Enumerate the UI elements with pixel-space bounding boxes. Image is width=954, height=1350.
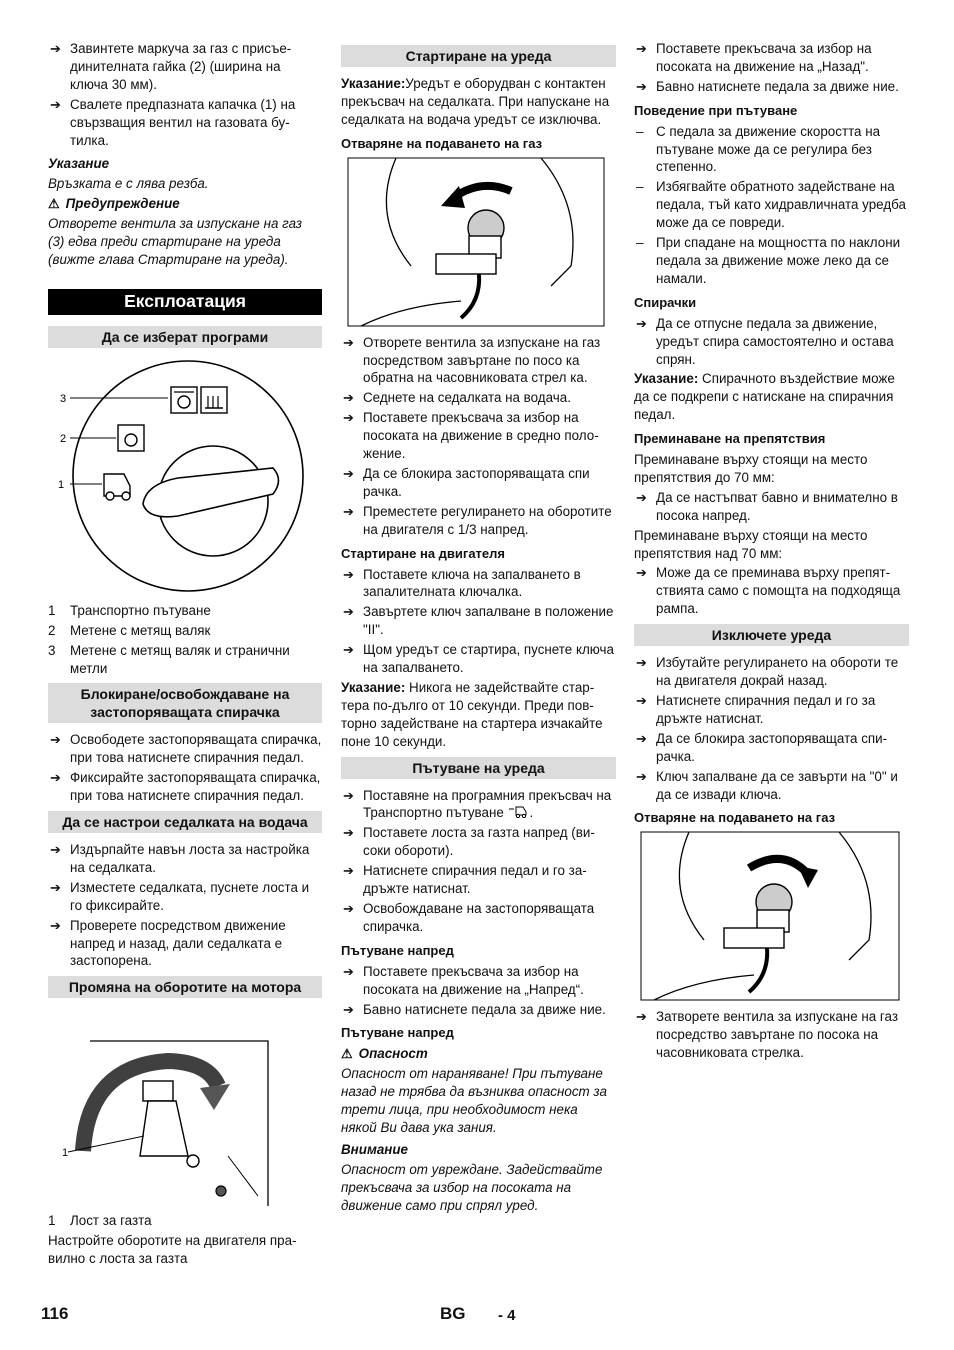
- step-item: ➔ Избутайте регулирането на обороти те на двигателя докрай назад.: [634, 654, 909, 690]
- step-item: ➔ Поставяне на програмния прекъсвач на Транспортно пътуване .: [341, 787, 616, 823]
- gas-valve-open-figure: [341, 156, 616, 328]
- program-selector-figure: [48, 356, 322, 596]
- start-note: Указание:Уредът е оборудван с контактен прекъсвач на седалката. При напускане на седалката на водача уредът се изключва.: [341, 76, 610, 127]
- main-heading: Експлоатация: [48, 289, 322, 315]
- start-heading: Стартиране на уреда: [341, 45, 616, 67]
- engine-heading: Стартиране на двигателя: [341, 545, 505, 561]
- step-item: ➔ Натиснете спирачния педал и го задръжте натиснат.: [341, 862, 616, 898]
- warning-heading: [48, 195, 322, 213]
- note-text: Връзката е с лява резба.: [48, 176, 209, 192]
- note-label: Указание: [48, 156, 110, 172]
- danger-icon: ⚠: [341, 1046, 353, 1062]
- gas-valve-close-figure: [634, 830, 909, 1002]
- list-item: 1 Лост за газта: [48, 1213, 152, 1229]
- transport-drive-icon: [508, 806, 530, 818]
- forward-heading: Пътуване напред: [341, 942, 454, 958]
- step-item: ➔ Фиксирайте застопоряващата спирачка, при това натиснете спирачния педал.: [48, 769, 322, 805]
- list-item: – При спадане на мощността по наклони педала за движение може леко да се намали.: [634, 234, 909, 288]
- obstacle-text: Преминаване върху стоящи на место препятствия над 70 мм:: [634, 527, 868, 561]
- rpm-heading: Промяна на оборотите на мотора: [48, 976, 322, 998]
- step-item: ➔ Завинтете маркуча за газ с присъединителната гайка (2) (ширина на ключа 30 мм).: [48, 40, 322, 94]
- step-item: ➔ Отворете вентила за изпускане на газ посредством завъртане по посо ка обратна на часовниковата стрел ка.: [341, 334, 616, 388]
- warning-label: Предупреждение: [65, 196, 180, 212]
- forward2-heading: Пътуване напред: [341, 1025, 454, 1041]
- programs-heading: Да се изберат програми: [48, 326, 322, 348]
- callout-label: 1: [62, 1147, 69, 1160]
- step-item: ➔ Бавно натиснете педала за движе ние.: [634, 78, 909, 96]
- step-item: ➔ Да се настъпват бавно и внимателно в посока напред.: [634, 489, 909, 525]
- list-item: 3 Метене с метящ валяк и странични метли: [48, 642, 290, 676]
- list-item: – Избягвайте обратното задействане на педала, тъй като хидравличната уредба може да се повреди.: [634, 178, 909, 232]
- step-item: ➔ Да се отпусне педала за движение, уредът спира самостоятелно и остава спрян.: [634, 315, 909, 369]
- step-item: ➔ Проверете посредством движение напред и назад, дали седалката е застопорена.: [48, 917, 322, 971]
- rpm-text: Настройте оборотите на двигателя правилно с лоста за газта: [48, 1233, 297, 1267]
- drive-heading: Пътуване на уреда: [341, 757, 616, 779]
- behavior-heading: Поведение при пътуване: [634, 102, 798, 118]
- step-item: ➔ Поставете ключа на запалването в запалителната ключалка.: [341, 566, 616, 602]
- step-item: ➔ Издърпайте навън лоста за настройка на седалката.: [48, 841, 322, 877]
- brakes-heading: Спирачки: [634, 294, 697, 310]
- engine-note: Указание: Никога не задействайте стартера по-дълго от 10 секунди. Преди повторно задействане на стартера изчакайте поне 10 секунди.: [341, 679, 603, 749]
- step-item: ➔ Завъртете ключ запалване в положение "II".: [341, 603, 616, 639]
- caution-text: Опасност от увреждане. Задействайте прекъсвача за избор на посоката на движение само при спрял уред.: [341, 1161, 603, 1213]
- callout-label: 1: [58, 478, 65, 491]
- step-item: ➔ Затворете вентила за изпускане на газ посредство завъртане по посока на часовниковата стрелка.: [634, 1008, 909, 1062]
- caution-label: Внимание: [341, 1141, 409, 1157]
- column-right: [634, 40, 909, 1064]
- step-item: ➔ Ключ запалване да се завърти на "0" и да се извади ключа.: [634, 768, 909, 804]
- step-item: ➔ Да се блокира застопоряващата спирачка.: [634, 730, 909, 766]
- seat-heading: Да се настрои седалката на водача: [48, 811, 322, 833]
- obstacle-text: Преминаване върху стоящи на место препятствия до 70 мм:: [634, 452, 868, 485]
- step-item: ➔ Освобождаване на застопоряващата спирачка.: [341, 900, 616, 936]
- danger-text: Опасност от нараняване! При пътуване назад не трябва да възниква опасност за трети лица, при необходимост нека някой Ви дава ука зания.: [341, 1066, 607, 1135]
- step-item: ➔ Щом уредът се стартира, пуснете ключа на запалването.: [341, 641, 616, 677]
- step-item: ➔ Изместете седалката, пуснете лоста и го фиксирайте.: [48, 879, 322, 915]
- warning-icon: ⚠: [48, 196, 60, 212]
- language-code: BG: [440, 1304, 466, 1323]
- step-item: ➔ Преместете регулирането на оборотите на двигателя с 1/3 напред.: [341, 503, 616, 539]
- page-number: 116: [41, 1304, 69, 1323]
- gas-open-heading: Отваряне на подаването на газ: [341, 135, 543, 151]
- step-item: ➔ Да се блокира застопоряващата спи рачка.: [341, 465, 616, 501]
- list-item: 2 Метене с метящ валяк: [48, 622, 211, 638]
- list-item: – С педала за движение скоростта на пътуване може да се регулира без степенно.: [634, 123, 909, 177]
- step-item: ➔ Поставете прекъсвача за избор на посоката на движение на „Назад".: [634, 40, 909, 76]
- callout-label: 3: [60, 392, 67, 405]
- column-left: [48, 40, 322, 1270]
- steps-top: [48, 40, 322, 149]
- gas-close-heading: Отваряне на подаването на газ: [634, 810, 836, 826]
- step-item: ➔ Свалете предпазната капачка (1) на свързващия вентил на газовата бутилка.: [48, 96, 322, 150]
- step-item: ➔ Седнете на седалката на водача.: [341, 389, 616, 407]
- section-number: - 4: [498, 1307, 516, 1324]
- step-item: ➔ Може да се преминава върху препятствията само с помощта на подходяща рампа.: [634, 564, 909, 618]
- off-heading: Изключете уреда: [634, 624, 909, 646]
- step-item: ➔ Поставете прекъсвача за избор на посоката на движение в средно положение.: [341, 409, 616, 463]
- callout-label: 2: [60, 432, 67, 445]
- warning-text: Отворете вентила за изпускане на газ (3) едва преди стартиране на уреда (вижте глава Стартиране на уреда).: [48, 216, 302, 267]
- list-item: 1 Транспортно пътуване: [48, 602, 211, 618]
- obstacle-heading: Преминаване на препятствия: [634, 431, 826, 447]
- brake-heading: Блокиране/освобождаване на застопоряващата спирачка: [48, 683, 322, 723]
- brakes-note: Указание: Спирачното въздействие може да се подкрепи с натискане на спирачния педал.: [634, 371, 895, 423]
- step-item: ➔ Поставете прекъсвача за избор на посоката на движение на „Напред“.: [341, 963, 616, 999]
- programs-list: [48, 602, 322, 678]
- step-item: ➔ Бавно натиснете педала за движе ние.: [341, 1001, 616, 1019]
- step-item: ➔ Натиснете спирачния педал и го за дръжте натиснат.: [634, 692, 909, 728]
- step-item: ➔ Поставете лоста за газта напред (високи обороти).: [341, 824, 616, 860]
- column-middle: [341, 40, 616, 1217]
- step-item: ➔ Освободете застопоряващата спирачка, при това натиснете спирачния педал.: [48, 731, 322, 767]
- throttle-lever-figure: [48, 1006, 322, 1206]
- danger-heading: ⚠ Опасност: [341, 1046, 428, 1062]
